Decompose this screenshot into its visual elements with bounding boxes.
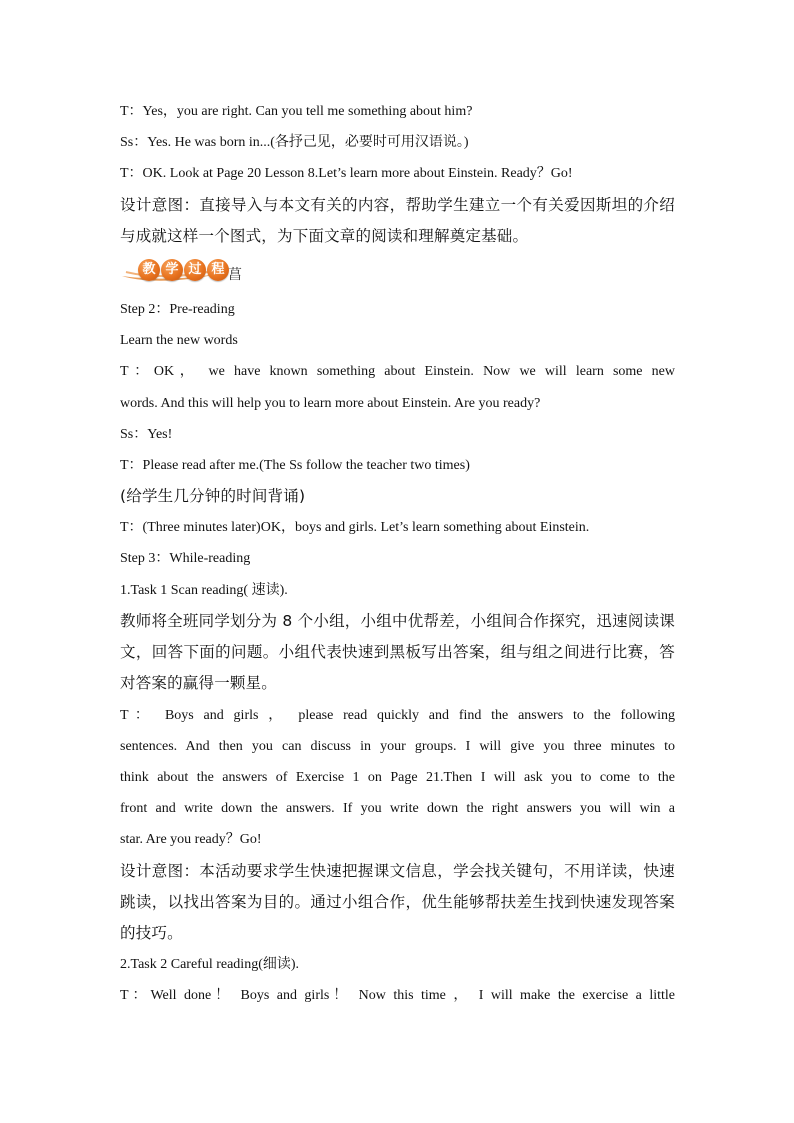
- design-intent-line: 设计意图：直接导入与本文有关的内容，帮助学生建立一个有关爱因斯坦的介绍: [120, 196, 675, 214]
- dialogue-line: T：OK， we have known something about Einstein. Now we will learn some new: [120, 364, 675, 379]
- design-intent-line: 与成就这样一个图式，为下面文章的阅读和理解奠定基础。: [120, 227, 529, 245]
- banner-char: 学: [161, 259, 183, 281]
- body-line: Learn the new words: [120, 333, 238, 348]
- task-heading: 2.Task 2 Careful reading(细读).: [120, 957, 300, 972]
- dialogue-line: words. And this will help you to learn more about Einstein. Are you ready?: [120, 396, 541, 411]
- design-intent-line: 跳读，以找出答案为目的。通过小组合作，优生能够帮扶差生找到快速发现答案: [120, 893, 675, 911]
- dialogue-line: star. Are you ready？Go!: [120, 832, 262, 847]
- dialogue-line: T：Well done！ Boys and girls！ Now this time ， I will make the exercise a little: [120, 988, 675, 1003]
- banner-char: 教: [138, 259, 160, 281]
- step-heading: Step 3：While-reading: [120, 551, 251, 566]
- banner-char: 程: [207, 259, 229, 281]
- instruction-line: 文，回答下面的问题。小组代表快速到黑板写出答案，组与组之间进行比赛，答: [120, 643, 675, 661]
- dialogue-line: front and write down the answers. If you write down the right answers you will win a: [120, 801, 675, 816]
- dialogue-line: T：OK. Look at Page 20 Lesson 8.Let’s learn more about Einstein. Ready？Go!: [120, 166, 573, 181]
- task-heading: 1.Task 1 Scan reading( 速读).: [120, 583, 288, 598]
- dialogue-line: T：Please read after me.(The Ss follow the teacher two times): [120, 458, 470, 473]
- dialogue-line: sentences. And then you can discuss in your groups. I will give you three minutes to: [120, 739, 675, 754]
- banner-char: 过: [184, 259, 206, 281]
- note-line: (给学生几分钟的时间背诵): [120, 487, 306, 505]
- dialogue-line: Ss：Yes. He was born in...(各抒己见，必要时可用汉语说。): [120, 135, 469, 150]
- dialogue-line: think about the answers of Exercise 1 on Page 21.Then I will ask you to come to the: [120, 770, 675, 785]
- design-intent-line: 设计意图：本活动要求学生快速把握课文信息，学会找关键句，不用详读，快速: [120, 862, 675, 880]
- instruction-line: 对答案的赢得一颗星。: [120, 674, 278, 692]
- dialogue-line: T：Yes，you are right. Can you tell me something about him?: [120, 104, 473, 119]
- teaching-process-banner: [120, 256, 260, 286]
- step-heading: Step 2：Pre-reading: [120, 302, 235, 317]
- banner-glyph-icon: 菖: [228, 267, 242, 283]
- dialogue-line: T：(Three minutes later)OK，boys and girls. Let’s learn something about Einstein.: [120, 520, 590, 535]
- instruction-line: 教师将全班同学划分为 8 个小组，小组中优帮差，小组间合作探究，迅速阅读课: [120, 612, 675, 630]
- dialogue-line: T： Boys and girls ， please read quickly and find the answers to the following: [120, 708, 675, 723]
- design-intent-line: 的技巧。: [120, 924, 183, 942]
- dialogue-line: Ss：Yes!: [120, 427, 173, 442]
